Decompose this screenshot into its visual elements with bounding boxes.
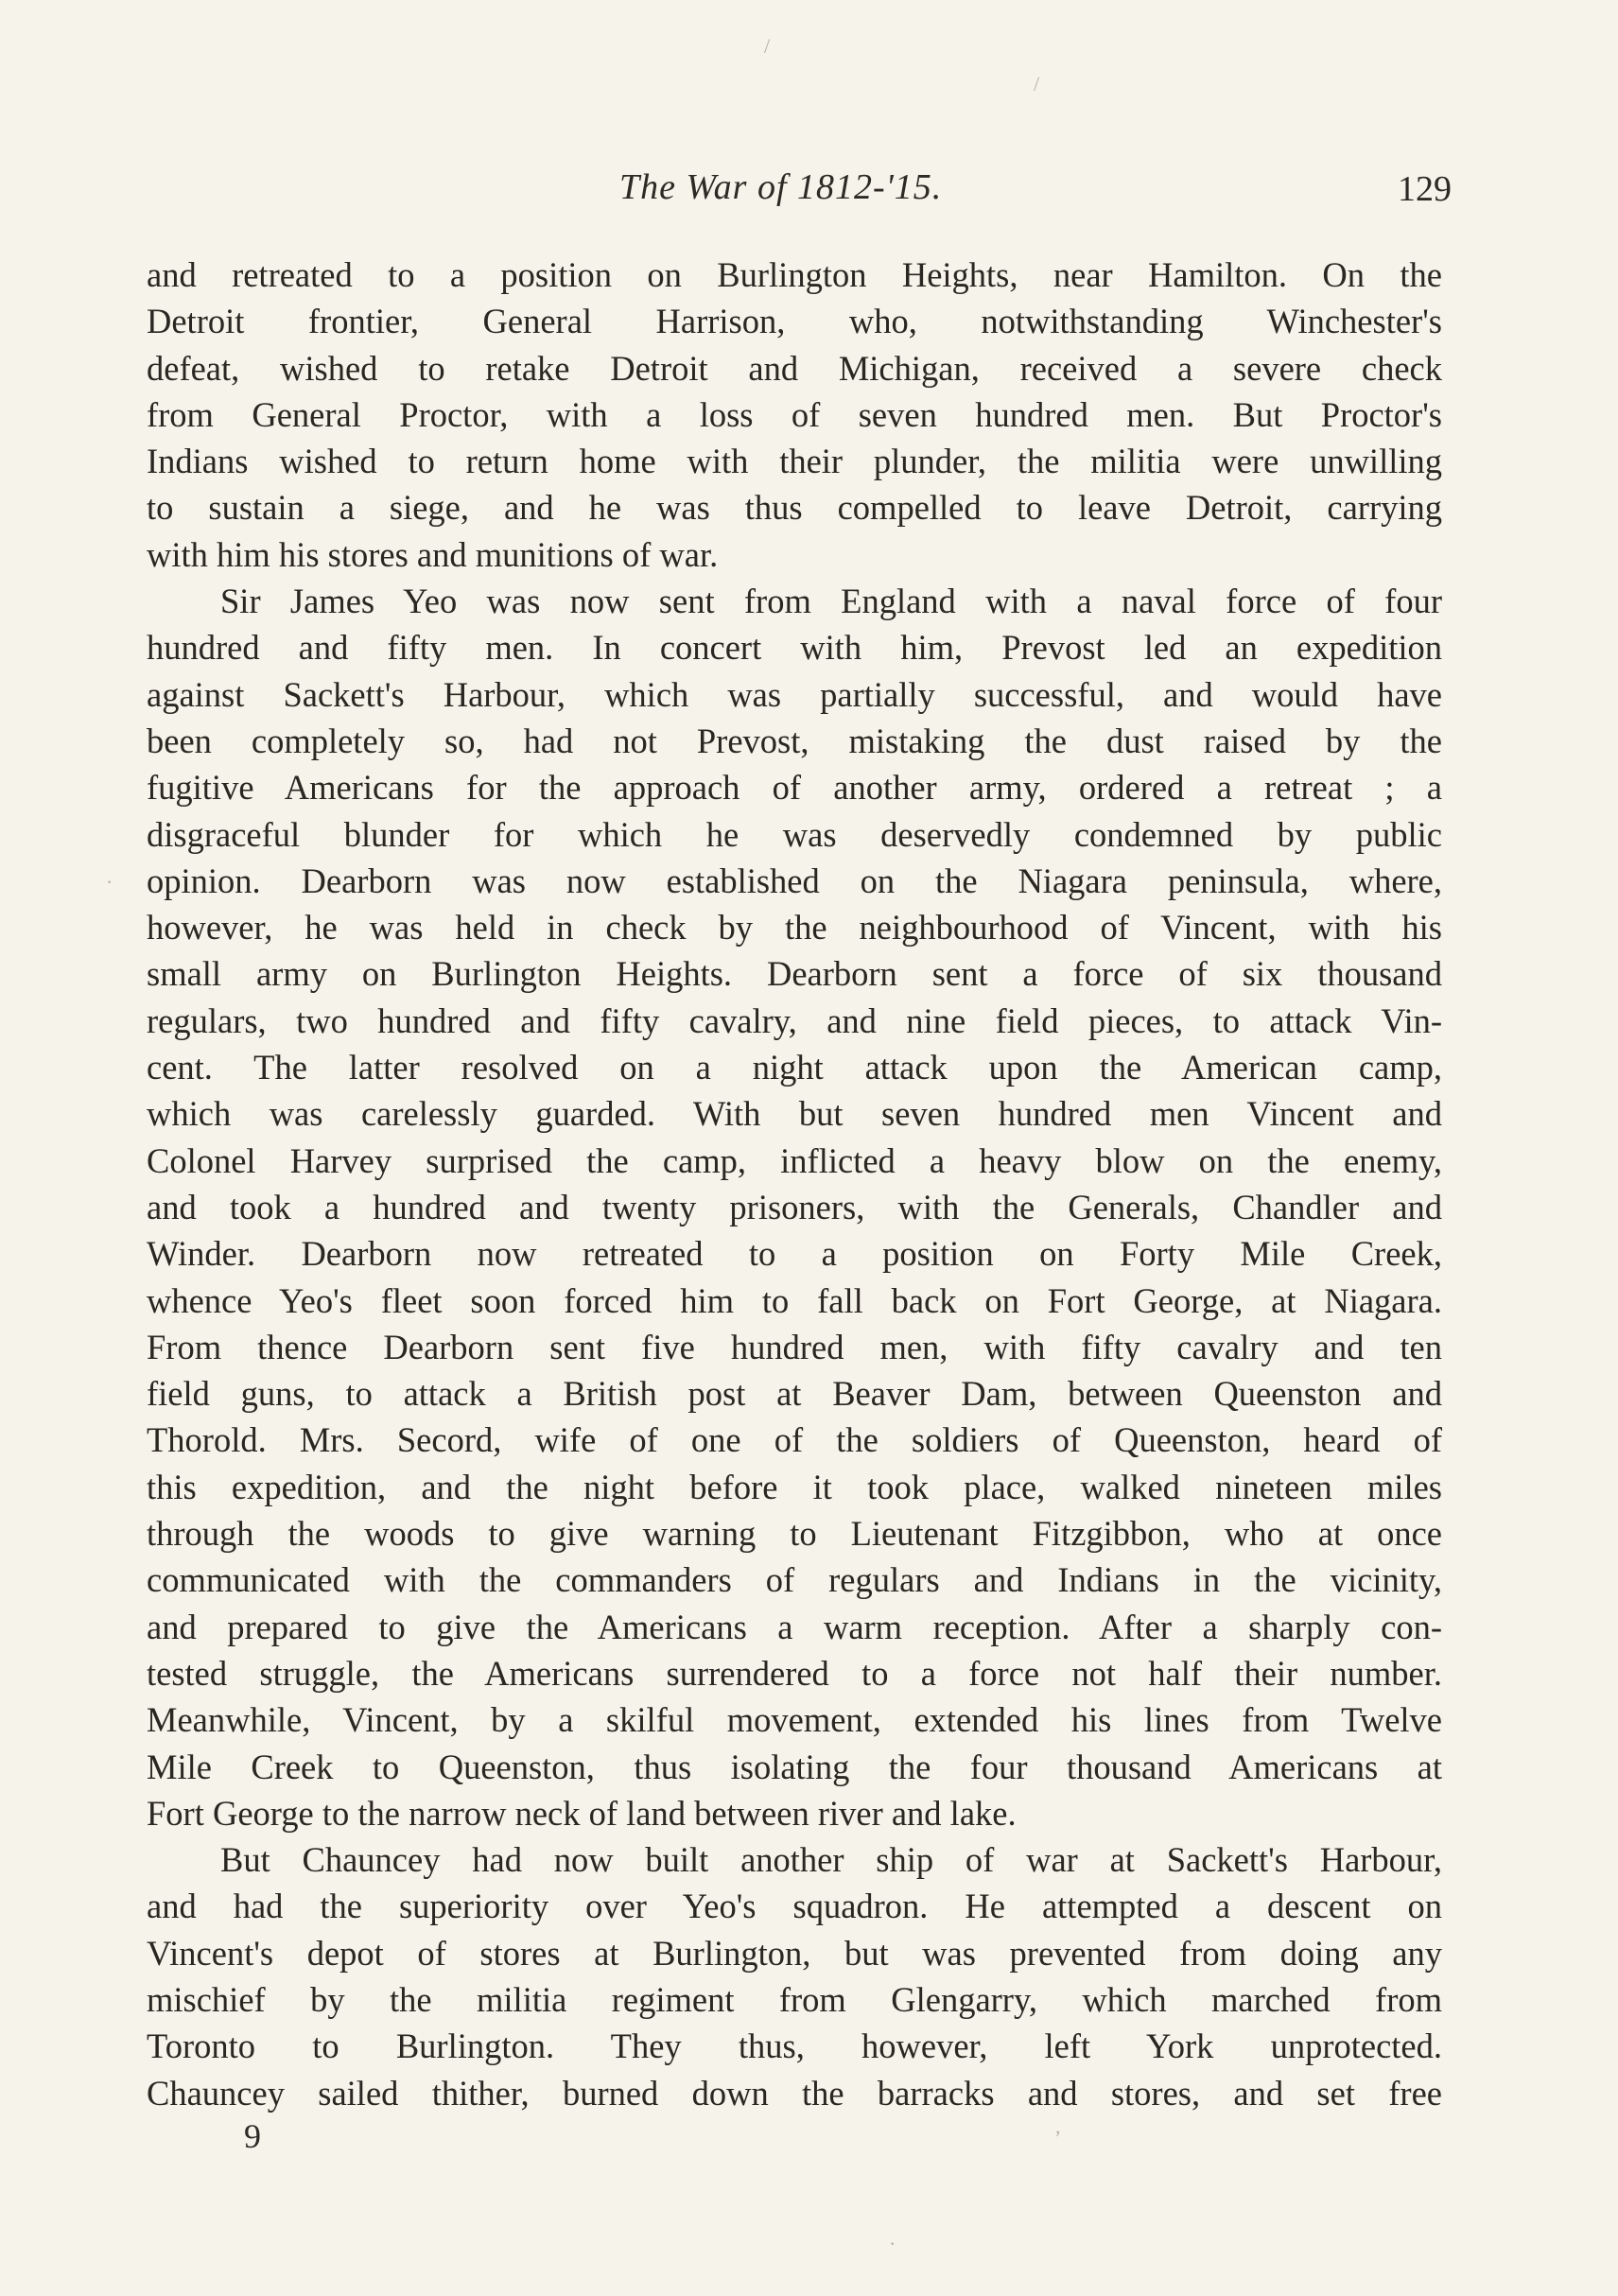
signature-mark: 9 (244, 2117, 261, 2155)
paper-speck: / (1034, 72, 1040, 96)
text-line: Vincent's depot of stores at Burlington, but was prevented from doing any (147, 1933, 1442, 1973)
text-line: Mile Creek to Queenston, thus isolating the four thousand Americans at (147, 1747, 1442, 1786)
text-line: tested struggle, the Americans surrendered to a force not half their number. (147, 1653, 1442, 1693)
text-line: cent. The latter resolved on a night attack upon the American camp, (147, 1048, 1442, 1087)
text-line: Indians wished to return home with their plunder, the militia were unwilling (147, 442, 1442, 481)
text-line: disgraceful blunder for which he was deservedly condemned by public (147, 814, 1442, 854)
paper-speck: / (764, 34, 771, 58)
paragraph-3 (147, 1836, 1442, 2116)
text-line: field guns, to attack a British post at Beaver Dam, between Queenston and (147, 1374, 1442, 1414)
paragraph-1 (147, 252, 1442, 578)
text-line: with him his stores and munitions of war. (147, 534, 719, 574)
text-line: Meanwhile, Vincent, by a skilful movement, extended his lines from Twelve (147, 1700, 1442, 1740)
page-number: 129 (1398, 169, 1452, 209)
text-line: Colonel Harvey surprised the camp, inflicted a heavy blow on the enemy, (147, 1140, 1442, 1180)
text-line: defeat, wished to retake Detroit and Michigan, received a severe check (147, 348, 1442, 388)
text-line: opinion. Dearborn was now established on the Niagara peninsula, where, (147, 861, 1442, 900)
text-line: From thence Dearborn sent five hundred men, with fifty cavalry and ten (147, 1327, 1442, 1366)
text-line: from General Proctor, with a loss of seven hundred men. But Proctor's (147, 394, 1442, 434)
text-line: been completely so, had not Prevost, mistaking the dust raised by the (147, 721, 1442, 760)
text-line: whence Yeo's fleet soon forced him to fall back on Fort George, at Niagara. (147, 1280, 1442, 1320)
text-line: Detroit frontier, General Harrison, who, notwithstanding Winchester's (147, 302, 1442, 341)
text-line: Chauncey sailed thither, burned down the barracks and stores, and set free (147, 2073, 1442, 2113)
text-line: Thorold. Mrs. Secord, wife of one of the soldiers of Queenston, heard of (147, 1420, 1442, 1460)
text-line: which was carelessly guarded. With but seven hundred men Vincent and (147, 1094, 1442, 1134)
text-line: small army on Burlington Heights. Dearborn sent a force of six thousand (147, 954, 1442, 994)
body-text (147, 252, 1442, 2116)
text-line: this expedition, and the night before it took place, walked nineteen miles (147, 1467, 1442, 1506)
text-line: hundred and fifty men. In concert with him, Prevost led an expedition (147, 628, 1442, 668)
text-line: Sir James Yeo was now sent from England with a naval force of four (220, 582, 1442, 621)
text-line: Winder. Dearborn now retreated to a position on Forty Mile Creek, (147, 1234, 1442, 1274)
text-line: and had the superiority over Yeo's squadron. He attempted a descent on (147, 1887, 1442, 1926)
text-line: mischief by the militia regiment from Glengarry, which marched from (147, 1979, 1442, 2019)
running-title: The War of 1812-'15. (619, 167, 943, 207)
text-line: communicated with the commanders of regulars and Indians in the vicinity, (147, 1560, 1442, 1600)
paper-speck: , (1055, 2114, 1061, 2138)
text-line: against Sackett's Harbour, which was partially successful, and would have (147, 674, 1442, 714)
text-line: But Chauncey had now built another ship of war at Sackett's Harbour, (220, 1840, 1442, 1880)
text-line: to sustain a siege, and he was thus compelled to leave Detroit, carrying (147, 488, 1442, 528)
paper-speck: · (106, 870, 113, 894)
text-line: Toronto to Burlington. They thus, however, left York unprotected. (147, 2026, 1442, 2066)
paper-speck: · (889, 2232, 896, 2255)
text-line: however, he was held in check by the neighbourhood of Vincent, with his (147, 908, 1442, 948)
text-line: regulars, two hundred and fifty cavalry, and nine field pieces, to attack Vin- (147, 1000, 1442, 1040)
text-line: Fort George to the narrow neck of land between river and lake. (147, 1793, 1017, 1833)
text-line: through the woods to give warning to Lieutenant Fitzgibbon, who at once (147, 1514, 1442, 1554)
text-line: and took a hundred and twenty prisoners, with the Generals, Chandler and (147, 1187, 1442, 1226)
text-line: fugitive Americans for the approach of another army, ordered a retreat ; a (147, 768, 1442, 808)
text-line: and prepared to give the Americans a warm reception. After a sharply con- (147, 1607, 1442, 1646)
running-head (147, 166, 1452, 223)
paragraph-2 (147, 578, 1442, 1836)
text-line: and retreated to a position on Burlington Heights, near Hamilton. On the (147, 255, 1442, 294)
